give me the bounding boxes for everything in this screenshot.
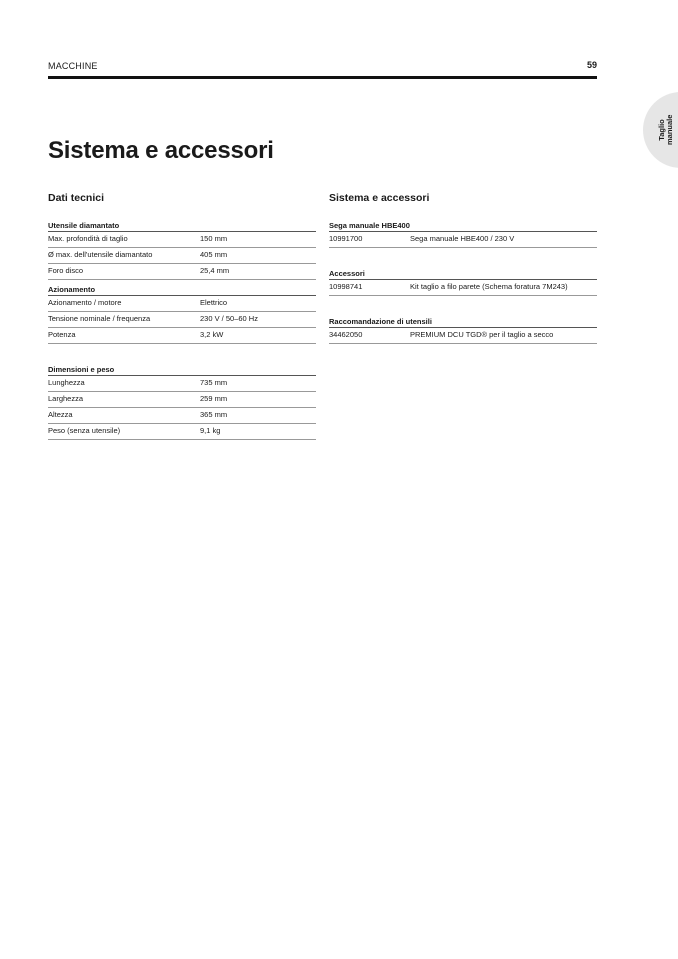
table-row	[48, 392, 316, 408]
table-row	[329, 328, 597, 344]
row-value: 9,1 kg	[200, 426, 221, 435]
technical-data-column	[48, 192, 316, 440]
row-key: Larghezza	[48, 394, 84, 403]
side-tab-line2: manuale	[665, 114, 674, 145]
article-number: 34462050	[329, 330, 363, 339]
row-value: Elettrico	[200, 298, 228, 307]
row-value: 735 mm	[200, 378, 228, 387]
table-row	[48, 328, 316, 344]
system-accessories-title: Sistema e accessori	[329, 192, 430, 204]
page-header	[48, 61, 597, 75]
side-tab-line1: Taglio	[657, 119, 666, 141]
table-row	[329, 232, 597, 248]
row-key: Peso (senza utensile)	[48, 426, 121, 435]
group-title: Azionamento	[48, 280, 316, 296]
table-row	[48, 408, 316, 424]
row-value: 230 V / 50–60 Hz	[200, 314, 258, 323]
row-key: Lunghezza	[48, 378, 85, 387]
group-tool-recommendation	[329, 312, 597, 344]
row-value: 3,2 kW	[200, 330, 224, 339]
group-title: Utensile diamantato	[48, 216, 316, 232]
group-dimensions	[48, 360, 316, 440]
row-key: Tensione nominale / frequenza	[48, 314, 151, 323]
article-description: Kit taglio a filo parete (Schema foratura 7M243)	[410, 282, 568, 291]
table-row	[48, 232, 316, 248]
table-row	[48, 264, 316, 280]
side-tab-label	[658, 115, 674, 145]
group-title: Sega manuale HBE400	[329, 216, 597, 232]
row-key: Foro disco	[48, 266, 84, 275]
group-title: Raccomandazione di utensili	[329, 312, 597, 328]
group-title: Accessori	[329, 264, 597, 280]
group-drive	[48, 280, 316, 344]
row-value: 365 mm	[200, 410, 228, 419]
article-number: 10991700	[329, 234, 363, 243]
row-key: Altezza	[48, 410, 73, 419]
group-accessories	[329, 264, 597, 296]
page-number: 59	[586, 60, 597, 70]
group-hand-saw	[329, 216, 597, 248]
article-description: PREMIUM DCU TGD® per il taglio a secco	[410, 330, 554, 339]
row-value: 405 mm	[200, 250, 228, 259]
header-rule	[48, 76, 597, 79]
row-value: 259 mm	[200, 394, 228, 403]
technical-data-title: Dati tecnici	[48, 192, 105, 204]
group-title: Dimensioni e peso	[48, 360, 316, 376]
section-label: MACCHINE	[48, 61, 98, 71]
group-diamond-tool	[48, 216, 316, 280]
table-row	[48, 248, 316, 264]
table-row	[48, 312, 316, 328]
spacer	[329, 248, 597, 264]
side-tab	[643, 92, 678, 168]
row-value: 25,4 mm	[200, 266, 230, 275]
table-row	[48, 296, 316, 312]
row-key: Potenza	[48, 330, 76, 339]
row-key: Azionamento / motore	[48, 298, 122, 307]
table-row	[48, 376, 316, 392]
spacer	[48, 344, 316, 360]
spacer	[329, 296, 597, 312]
table-row	[329, 280, 597, 296]
row-key: Max. profondità di taglio	[48, 234, 128, 243]
row-key: Ø max. dell'utensile diamantato	[48, 250, 153, 259]
article-description: Sega manuale HBE400 / 230 V	[410, 234, 515, 243]
system-accessories-column	[329, 192, 597, 344]
page-title: Sistema e accessori	[48, 137, 274, 164]
row-value: 150 mm	[200, 234, 228, 243]
table-row	[48, 424, 316, 440]
article-number: 10998741	[329, 282, 363, 291]
